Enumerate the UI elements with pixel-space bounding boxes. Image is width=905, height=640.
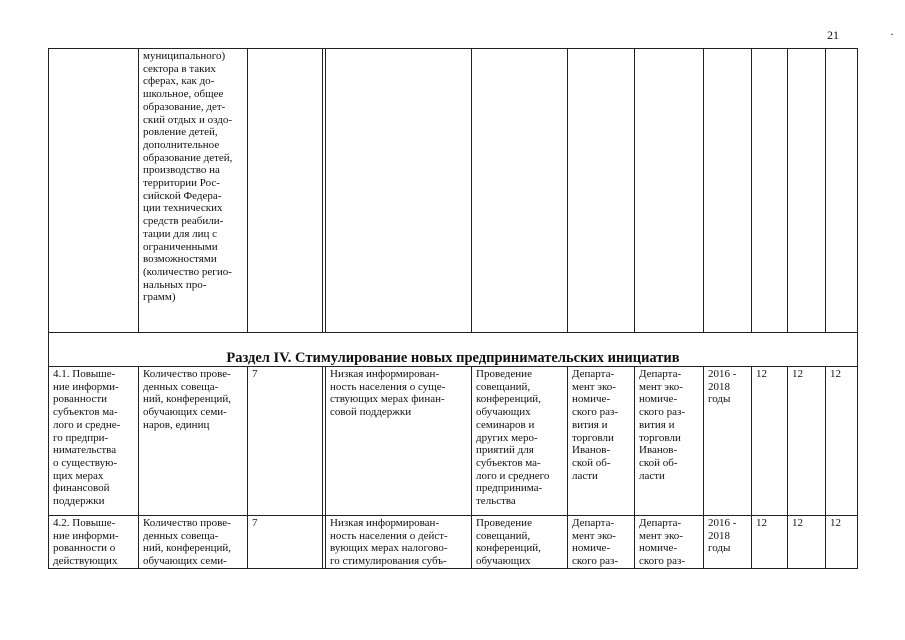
cell-blank [568, 49, 635, 333]
cell-executor: Департа- мент эко- номиче- ского раз- вития и торговли Иванов- ской об- ласти [635, 367, 704, 516]
cell-target-2016: 12 [752, 516, 788, 569]
table-row [49, 516, 858, 569]
cell-target-2017: 12 [788, 367, 826, 516]
scan-dot: · [890, 27, 894, 41]
cell-blank [635, 49, 704, 333]
cell-indicator: Количество прове- денных совеща- ний, конференций, обучающих семи- [139, 516, 248, 569]
cell-blank [704, 49, 752, 333]
cell-value: 7 [248, 367, 323, 516]
cell-event-name: 4.1. Повыше- ние информи- рованности субъектов ма- лого и средне- го предпри- нимательства о существую- щих мерах финансовой поддержки [49, 367, 139, 516]
cell-responsible: Департа- мент эко- номиче- ского раз- [568, 516, 635, 569]
page-number: 21 [827, 28, 839, 42]
cell-target-2018: 12 [826, 367, 858, 516]
cell-measures: Проведение совещаний, конференций, обучающих семинаров и других меро- приятий для субъектов ма- лого и среднего предпринима- тельства [472, 367, 568, 516]
cell-blank [248, 49, 323, 333]
cell-blank [826, 49, 858, 333]
cell-executor: Департа- мент эко- номиче- ского раз- [635, 516, 704, 569]
table-row [49, 367, 858, 516]
table-row-continuation [49, 49, 858, 333]
cell-period: 2016 - 2018 годы [704, 367, 752, 516]
section-heading: Раздел IV. Стимулирование новых предпринимательских инициатив [49, 333, 858, 367]
cell-target-2017: 12 [788, 516, 826, 569]
cell-event-name: 4.2. Повыше- ние информи- рованности о действующих [49, 516, 139, 569]
cell-period: 2016 - 2018 годы [704, 516, 752, 569]
cell-blank [326, 49, 472, 333]
cell-problem: Низкая информирован- ность населения о суще- ствующих мерах финан- совой поддержки [326, 367, 472, 516]
cell-responsible: Департа- мент эко- номиче- ского раз- вития и торговли Иванов- ской об- ласти [568, 367, 635, 516]
cell-value: 7 [248, 516, 323, 569]
cell-blank [472, 49, 568, 333]
cell-blank [49, 49, 139, 333]
cell-target-2018: 12 [826, 516, 858, 569]
cell-problem: Низкая информирован- ность населения о дейст- вующих мерах налогово- го стимулирования субъ- [326, 516, 472, 569]
cell-indicator-continuation: муниципального) сектора в таких сферах, как до- школьное, общее образование, дет- ский отдых и оздо- ровление детей, дополнительное образование детей, производство на территории Рос- сийской Федера- ции технических средств реабили- тации для лиц с ограниченными возможностями (количество регио- нальных про- грамм) [139, 49, 248, 333]
document-table [48, 48, 858, 569]
cell-blank [788, 49, 826, 333]
cell-measures: Проведение совещаний, конференций, обучающих [472, 516, 568, 569]
cell-indicator: Количество прове- денных совеща- ний, конференций, обучающих семи- наров, единиц [139, 367, 248, 516]
table-row-section [49, 333, 858, 367]
cell-target-2016: 12 [752, 367, 788, 516]
cell-blank [752, 49, 788, 333]
